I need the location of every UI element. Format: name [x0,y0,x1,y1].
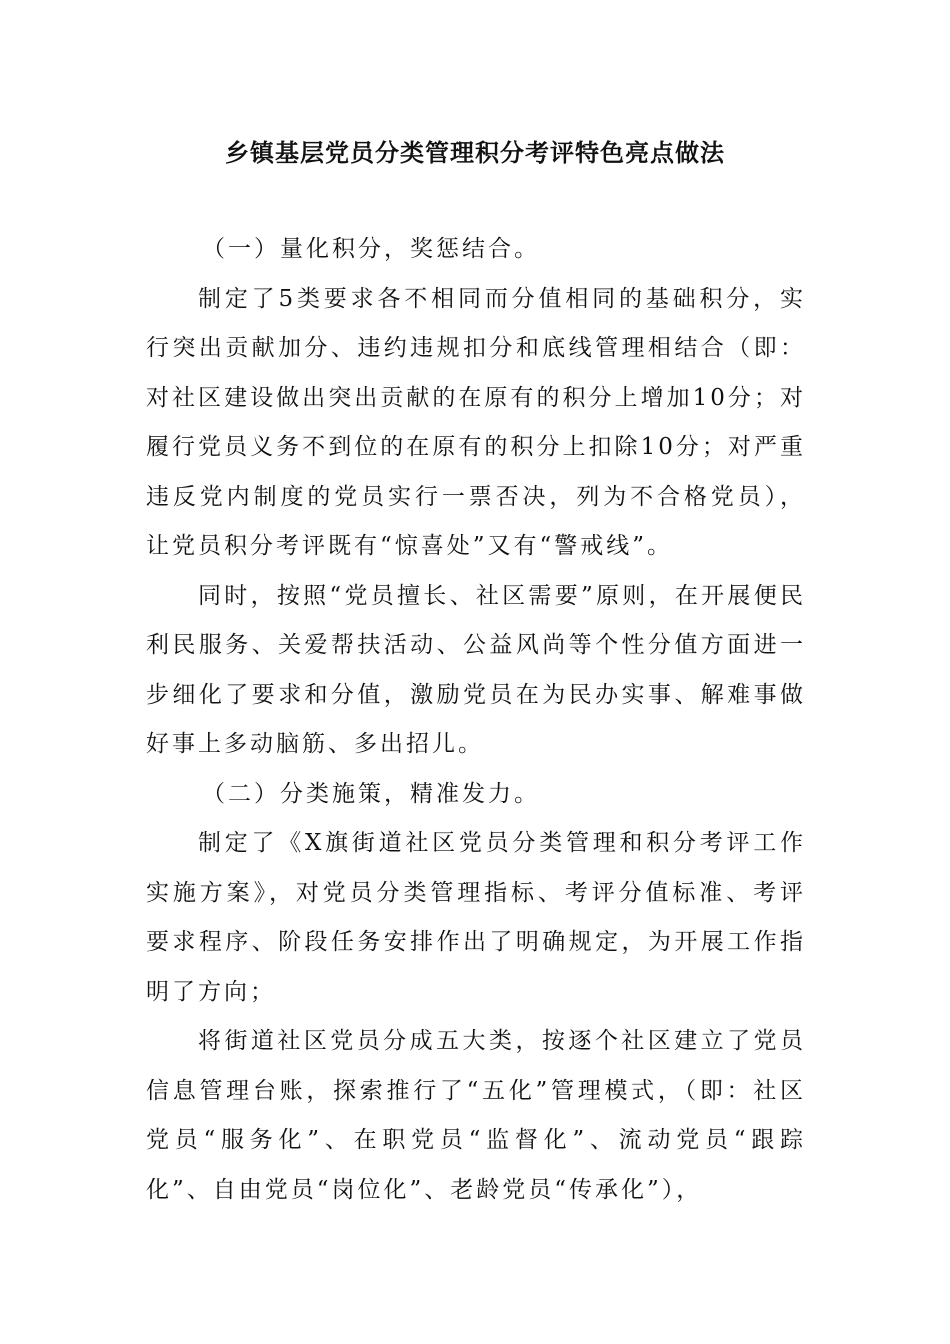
paragraph-base-points: 制定了5类要求各不相同而分值相同的基础积分，实行突出贡献加分、违约违规扣分和底线管理相结合（即：对社区建设做出突出贡献的在原有的积分上增加10分；对履行党员义务不到位的在原有的积分上扣除10分；对严重违反党内制度的党员实行一票否决，列为不合格党员），让党员积分考评既有“惊喜处”又有“警戒线”。 [146,285,806,559]
paragraph-five-categories: 将街道社区党员分成五大类，按逐个社区建立了党员信息管理台账，探索推行了“五化”管理模式，（即：社区党员“服务化”、在职党员“监督化”、流动党员“跟踪化”、自由党员“岗位化”、老龄党员“传承化”）， [146,1028,806,1203]
document-title: 乡镇基层党员分类管理积分考评特色亮点做法 [225,139,725,167]
section-heading-1: （一）量化积分，奖惩结合。 [202,236,540,262]
section-heading-2: （二）分类施策，精准发力。 [202,780,540,807]
document-body [146,225,806,1215]
paragraph-implementation-plan: 制定了《X旗街道社区党员分类管理和积分考评工作实施方案》，对党员分类管理指标、考评分值标准、考评要求程序、阶段任务安排作出了明确规定，为开展工作指明了方向； [146,830,806,1005]
paragraph-individual-points: 同时，按照“党员擅长、社区需要”原则，在开展便民利民服务、关爱帮扶活动、公益风尚等个性分值方面进一步细化了要求和分值，激励党员在为民办实事、解难事做好事上多动脑筋、多出招儿。 [146,582,806,757]
